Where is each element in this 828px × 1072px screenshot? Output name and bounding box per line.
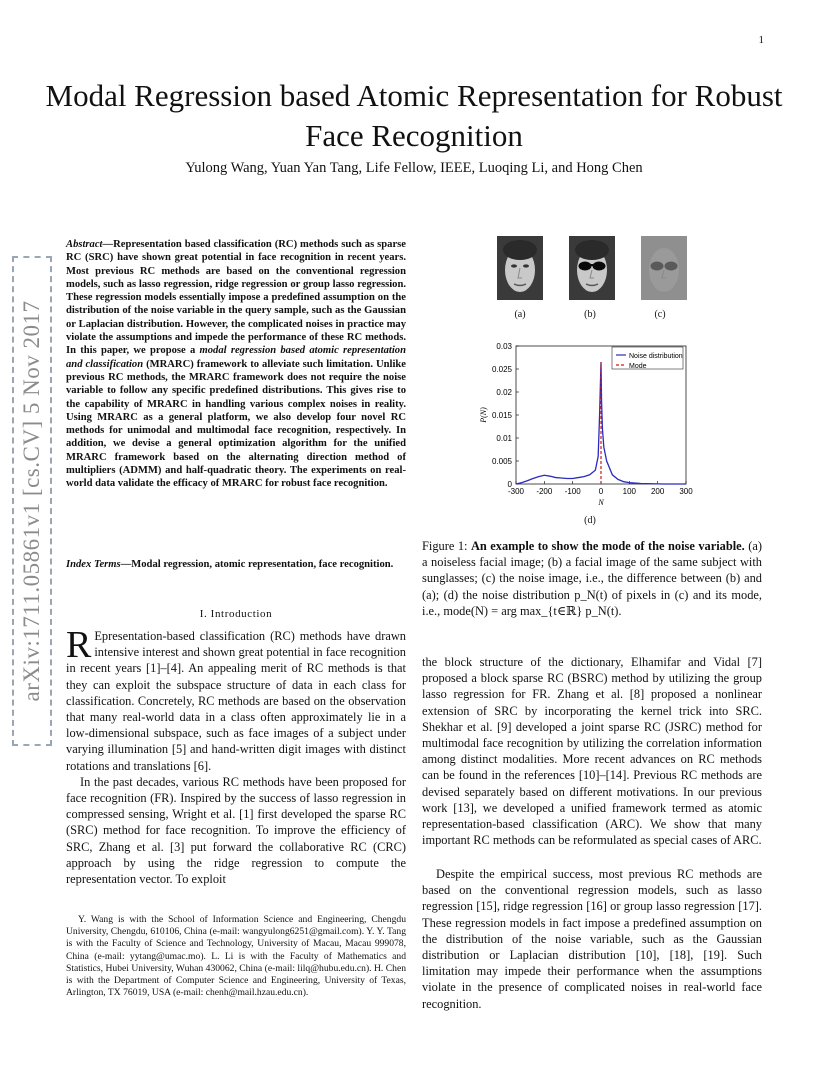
caption-text: (a) a noiseless facial image; (b) a facial image of the same subject with sunglasses; (c) the noise image, i.e., the difference between (b) and (a); (d) the noise distribution p_N(t) of pixels in (c) and its mode, i.e., mode(N) = arg max_{t∈ℝ} p_N(t). (422, 539, 763, 618)
x-tick-label: 0 (598, 487, 604, 496)
paper-title: Modal Regression based Atomic Representation for Robust Face Recognition (45, 78, 783, 153)
y-tick-label: 0.02 (496, 388, 512, 397)
y-axis-label: P(N) (479, 407, 488, 423)
y-tick-label: 0.015 (491, 411, 512, 420)
intro-paragraph-2: In the past decades, various RC methods have been proposed for face recognition (FR). Inspired by the success of lasso regression in compressed sensing, Wright et al. [1] first developed the sparse RC (SRC) method for face recognition. To improve the efficiency of SRC, Zhang et al. [3] put forward the collaborative RC (CRC) approach by using the ridge regression to compute the representation vector. To exploit (66, 774, 406, 887)
x-tick-label: -300 (507, 487, 525, 496)
caption-prefix: Figure 1: (422, 539, 471, 553)
subfigure-label-a: (a) (514, 309, 526, 320)
intro-p1-text: Epresentation-based classification (RC) methods have drawn intensive interest and shown great potential in face recognition in recent years [1]–[4]. An appealing merit of RC methods is that they can exploit the subspace structure of data in each class for classification. Concretely, RC methods are based on the observation that many real-world data in a class often approximately lie in a low-dimensional subspace, such as face images of a subject under varying illumination [5] and hand-written digit images with distinct rotations and translations [6]. (66, 629, 406, 773)
drop-cap: R (66, 624, 92, 666)
right-paragraph-1: the block structure of the dictionary, Elhamifar and Vidal [7] proposed a block sparse RC (BSRC) method by utilizing the group lasso regression for FR. Zhang et al. [8] proposed a nonlinear extension of SRC by incorporating the kernel trick into SRC. Shekhar et al. [9] developed a joint sparse RC (JSRC) method for multimodal face recognition by utilizing the correlation information among distinct modalities. More recent advances on RC methods can be found in the references [10]–[14]. Previous RC methods are devised separately based on different motivations. In our previous work [13], we developed a unified framework termed as atomic representation-based classification (ARC). We show that many important RC methods can be reformulated as special cases of ARC. (422, 655, 762, 848)
x-tick-label: 300 (679, 487, 693, 496)
figure-caption (422, 538, 762, 619)
x-tick-label: -200 (536, 487, 553, 496)
subfigure-label-b: (b) (584, 309, 596, 320)
face-image-b (569, 236, 615, 300)
page-number: 1 (758, 34, 764, 46)
arxiv-stamp (12, 256, 52, 746)
subfigure-label-c: (c) (654, 309, 666, 320)
legend-label: Mode (629, 363, 647, 370)
abstract-label: Abstract (66, 239, 103, 250)
face-image-c (641, 236, 687, 300)
y-tick-label: 0.03 (496, 342, 512, 351)
author-list: Yulong Wang, Yuan Yan Tang, Life Fellow, IEEE, Luoqing Li, and Hong Chen (185, 160, 643, 176)
noise-distribution-chart (476, 338, 712, 514)
right-paragraph-2: Despite the empirical success, most previous RC methods are based on the conventional regression models, such as lasso regression [15], ridge regression [16] or group lasso regression [17]. These regression models in fact impose a predefined assumption on the distribution of the noise variable, such as the Gaussian distribution or Laplacian distribution [10], [18], [19]. Such limitation may impede their performance when the assumptions violate in the presence of complicated noises in real-world face recognition. (422, 867, 762, 1011)
face-image-a (497, 236, 543, 300)
abstract-text-2: (MRARC) framework to alleviate such limitation. Unlike previous RC methods, the MRARC framework does not require the noise variable to follow any specific predefined distributions. This gives rise to the capability of MRARC in handling various complex noises in reality. Using MRARC as a general platform, we also develop four novel RC methods for unimodal and multimodal face recognition, respectively. In addition, we devise a general optimization algorithm for the unified MRARC framework based on the alternating direction method of multipliers (ADMM) and half-quadratic theory. The experiments on real-world data validate the efficacy of MRARC for robust face recognition. (66, 358, 406, 490)
y-tick-label: 0.005 (491, 457, 512, 466)
x-tick-label: -100 (564, 487, 581, 496)
x-tick-label: 100 (622, 487, 637, 496)
abstract (66, 238, 406, 491)
section-heading: I. Introduction (199, 608, 273, 620)
legend-label: Noise distribution (629, 353, 683, 360)
x-tick-label: 200 (650, 487, 665, 496)
introduction (66, 624, 406, 887)
y-tick-label: 0 (507, 480, 512, 489)
caption-bold: An example to show the mode of the noise variable. (470, 539, 745, 553)
intro-paragraph-1 (66, 624, 406, 774)
author-footnote: Y. Wang is with the School of Information Science and Engineering, Chengdu University, Chengdu, 610106, China (e-mail: wangyulong6251@gmail.com). Y. Y. Tang is with the Faculty of Science and Technology, University of Macau, Macau 999078, China (e-mail: yytang@umac.mo). L. Li is with the Faculty of Mathematics and Statistics, Hubei University, Wuhan 430062, China (e-mail: lilq@hubu.edu.cn). H. Chen is with the Department of Computer Science and Engineering, University of Texas, Arlington, TX 76019, USA (e-mail: chenh@mail.hzau.edu.cn). (66, 914, 406, 999)
x-axis-label: N (598, 498, 604, 507)
index-terms-label: Index Terms (66, 559, 121, 570)
abstract-italic: modal regression based atomic representation and classification (66, 345, 406, 370)
index-terms-text: —Modal regression, atomic representation, face recognition. (120, 559, 394, 570)
subfigure-label-d: (d) (584, 515, 596, 526)
abstract-text-1: —Representation based classification (RC) methods such as sparse RC (SRC) have shown great potential in face recognition in recent years. Most previous RC methods are based on the conventional regression models, such as lasso regression, ridge regression or group lasso regression. These regression models essentially impose a predefined assumption on the distribution of the noise variable in the query sample, such as the Gaussian or Laplacian distribution. However, the complicated noises in practice may violate the assumptions and impede the performance of these RC methods. In this paper, we propose a (66, 239, 406, 357)
y-tick-label: 0.025 (491, 365, 512, 374)
index-terms (66, 558, 406, 571)
y-tick-label: 0.01 (496, 434, 512, 443)
arxiv-stamp-text: arXiv:1711.05861v1 [cs.CV] 5 Nov 2017 (19, 300, 44, 702)
